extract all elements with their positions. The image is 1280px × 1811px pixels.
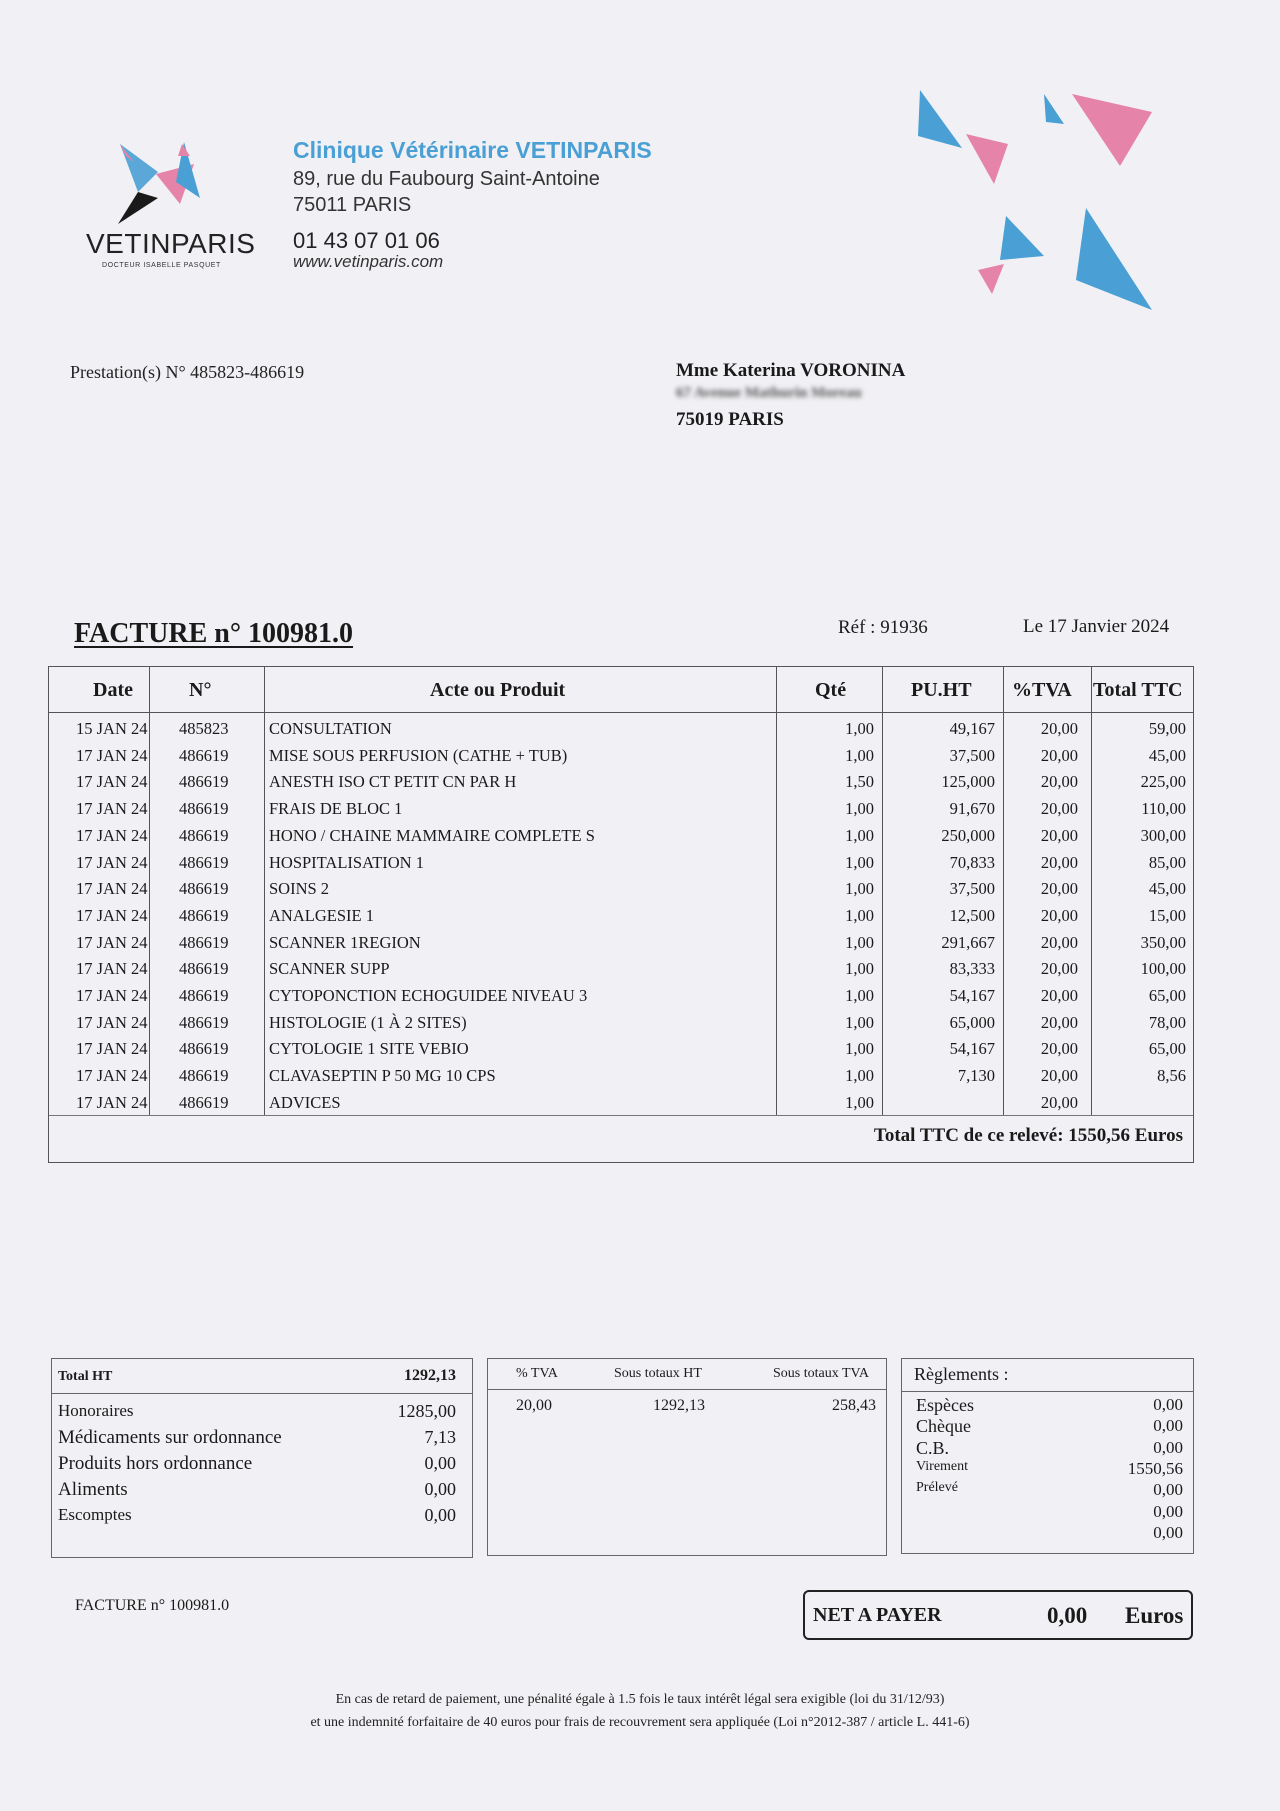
cell-vat: 20,00 — [1040, 1039, 1078, 1059]
cell-vat: 20,00 — [1040, 772, 1078, 792]
cell-product: FRAIS DE BLOC 1 — [269, 799, 403, 819]
cell-number: 486619 — [179, 1039, 229, 1059]
cell-unit-price: 12,500 — [949, 905, 995, 925]
total-ht-label: Total HT — [58, 1369, 113, 1384]
cell-vat: 20,00 — [1040, 852, 1078, 872]
cell-number: 486619 — [179, 1012, 229, 1032]
cell-vat: 20,00 — [1040, 1066, 1078, 1086]
ht-line-value: 1285,00 — [397, 1401, 456, 1421]
table-row — [49, 1036, 1193, 1063]
client-city: 75019 PARIS — [676, 409, 784, 430]
cell-unit-price: 250,000 — [941, 825, 995, 845]
cell-number: 486619 — [179, 1066, 229, 1086]
cell-qty: 1,00 — [845, 1012, 874, 1032]
cell-date: 17 JAN 24 — [76, 825, 148, 845]
cell-qty: 1,00 — [845, 745, 874, 765]
cell-total: 85,00 — [1148, 852, 1186, 872]
cell-number: 486619 — [179, 959, 229, 979]
cell-qty: 1,00 — [845, 959, 874, 979]
cell-unit-price: 7,130 — [957, 1066, 995, 1086]
ht-line-value: 7,13 — [424, 1427, 456, 1447]
cell-date: 17 JAN 24 — [76, 879, 148, 899]
cell-qty: 1,00 — [845, 1092, 874, 1112]
cell-total: 45,00 — [1148, 879, 1186, 899]
cell-vat: 20,00 — [1040, 1092, 1078, 1112]
cell-number: 485823 — [179, 719, 229, 738]
cell-total: 45,00 — [1148, 745, 1186, 765]
cell-product: MISE SOUS PERFUSION (CATHE + TUB) — [269, 745, 568, 765]
cell-product: ANESTH ISO CT PETIT CN PAR H — [269, 772, 517, 792]
cell-total: 300,00 — [1140, 825, 1186, 845]
table-row — [49, 1010, 1193, 1037]
cell-vat: 20,00 — [1040, 879, 1078, 899]
cell-vat: 20,00 — [1040, 905, 1078, 925]
ht-line-value: 0,00 — [424, 1505, 456, 1525]
cell-vat: 20,00 — [1040, 1012, 1078, 1032]
cell-product: ANALGESIE 1 — [269, 905, 374, 925]
prestation-numbers: Prestation(s) N° 485823-486619 — [70, 362, 305, 382]
cell-total: 65,00 — [1148, 986, 1186, 1005]
table-row — [49, 1090, 1193, 1117]
net-to-pay-value: 0,00 — [1047, 1603, 1088, 1628]
header-unit-price: PU.HT — [911, 679, 972, 701]
cell-qty: 1,00 — [845, 852, 874, 872]
table-row — [49, 903, 1193, 930]
cell-date: 17 JAN 24 — [76, 1066, 148, 1086]
cell-product: HISTOLOGIE (1 À 2 SITES) — [269, 1012, 467, 1032]
cell-total: 100,00 — [1140, 959, 1186, 979]
cell-number: 486619 — [179, 986, 229, 1005]
cell-date: 17 JAN 24 — [76, 772, 148, 792]
cell-qty: 1,00 — [845, 932, 874, 952]
table-row — [49, 983, 1193, 1010]
table-row — [49, 796, 1193, 823]
cell-product: SCANNER 1REGION — [269, 932, 421, 952]
cell-qty: 1,00 — [845, 825, 874, 845]
invoice-ref: Réf : 91936 — [838, 617, 928, 638]
cell-date: 17 JAN 24 — [76, 986, 148, 1005]
header-qty: Qté — [815, 679, 847, 701]
cell-product: CYTOLOGIE 1 SITE VEBIO — [269, 1039, 469, 1059]
logo-wordmark: VETINPARIS — [86, 228, 256, 259]
cell-product: SOINS 2 — [269, 879, 330, 899]
payment-line-label: Prélevé — [916, 1480, 958, 1496]
cell-number: 486619 — [179, 799, 229, 819]
ht-subtotal-value: 1292,13 — [653, 1397, 705, 1414]
net-to-pay-label: NET A PAYER — [813, 1604, 942, 1626]
cell-date: 17 JAN 24 — [76, 932, 148, 952]
client-name: Mme Katerina VORONINA — [676, 360, 906, 381]
cell-unit-price: 91,670 — [949, 799, 995, 819]
cell-vat: 20,00 — [1040, 799, 1078, 819]
legal-notice-line-2: et une indemnité forfaitaire de 40 euros pour frais de recouvrement sera appliquée (Loi n°2012-387 / article L. 441-6) — [310, 1715, 970, 1730]
cell-qty: 1,00 — [845, 1066, 874, 1086]
cell-unit-price: 291,667 — [941, 932, 995, 952]
payments-box — [901, 1358, 1194, 1554]
cell-number: 486619 — [179, 772, 229, 792]
footer-invoice-ref: FACTURE n° 100981.0 — [75, 1597, 230, 1614]
table-row — [49, 956, 1193, 983]
ht-line-value: 0,00 — [424, 1479, 456, 1499]
cell-number: 486619 — [179, 745, 229, 765]
cell-qty: 1,50 — [845, 772, 874, 792]
ht-line-label: Médicaments sur ordonnance — [58, 1427, 282, 1448]
cell-number: 486619 — [179, 825, 229, 845]
cell-product: ADVICES — [269, 1092, 341, 1112]
payment-line-label: C.B. — [916, 1437, 950, 1458]
clinic-logo-icon — [118, 142, 226, 224]
cell-date: 17 JAN 24 — [76, 1092, 148, 1112]
cell-vat: 20,00 — [1040, 825, 1078, 845]
cell-date: 17 JAN 24 — [76, 1039, 148, 1059]
cell-number: 486619 — [179, 905, 229, 925]
table-row — [49, 930, 1193, 957]
tva-rate-header: % TVA — [516, 1366, 558, 1381]
header-total: Total TTC — [1093, 679, 1183, 701]
header-product: Acte ou Produit — [430, 679, 566, 701]
table-row — [49, 850, 1193, 877]
header-number: N° — [189, 679, 212, 701]
payment-line-value: 0,00 — [1153, 1522, 1183, 1542]
clinic-name: Clinique Vétérinaire VETINPARIS — [293, 137, 652, 163]
cell-product: CLAVASEPTIN P 50 MG 10 CPS — [269, 1066, 496, 1086]
cell-date: 17 JAN 24 — [76, 745, 148, 765]
payment-line-label: Espèces — [916, 1395, 974, 1415]
cell-number: 486619 — [179, 879, 229, 899]
cell-product: SCANNER SUPP — [269, 959, 390, 979]
payment-line-value: 0,00 — [1153, 1480, 1183, 1500]
cell-number: 486619 — [179, 1092, 229, 1112]
cell-vat: 20,00 — [1040, 745, 1078, 765]
cell-qty: 1,00 — [845, 879, 874, 899]
cell-vat: 20,00 — [1040, 959, 1078, 979]
tva-summary-box — [487, 1358, 887, 1556]
net-to-pay-unit: Euros — [1125, 1603, 1184, 1628]
cell-unit-price: 54,167 — [949, 1039, 995, 1059]
header-vat: %TVA — [1012, 679, 1072, 701]
ht-subtotal-header: Sous totaux HT — [614, 1366, 702, 1381]
decorative-triangles-icon — [900, 80, 1180, 320]
cell-number: 486619 — [179, 852, 229, 872]
cell-total: 59,00 — [1148, 719, 1186, 738]
payment-line-value: 0,00 — [1153, 1501, 1183, 1521]
cell-date: 17 JAN 24 — [76, 1012, 148, 1032]
cell-qty: 1,00 — [845, 905, 874, 925]
cell-product: HONO / CHAINE MAMMAIRE COMPLETE S — [269, 825, 595, 845]
cell-unit-price: 65,000 — [949, 1012, 995, 1032]
cell-vat: 20,00 — [1040, 986, 1078, 1005]
table-total: Total TTC de ce relevé: 1550,56 Euros — [873, 1125, 1183, 1146]
logo-subtitle: DOCTEUR ISABELLE PASQUET — [102, 262, 221, 269]
header-date: Date — [93, 679, 133, 701]
cell-vat: 20,00 — [1040, 932, 1078, 952]
net-to-pay-box — [803, 1590, 1193, 1640]
client-street-redacted: 67 Avenue Mathurin Moreau — [676, 385, 862, 401]
cell-vat: 20,00 — [1040, 719, 1078, 738]
clinic-phone: 01 43 07 01 06 — [293, 228, 440, 253]
tva-subtotal-value: 258,43 — [832, 1397, 876, 1414]
tva-subtotal-header: Sous totaux TVA — [773, 1366, 869, 1381]
table-row — [49, 716, 1193, 743]
payment-line-value: 0,00 — [1153, 1416, 1183, 1436]
ht-line-label: Escomptes — [58, 1505, 132, 1524]
cell-qty: 1,00 — [845, 719, 874, 738]
ht-line-label: Honoraires — [58, 1401, 134, 1420]
cell-number: 486619 — [179, 932, 229, 952]
cell-date: 17 JAN 24 — [76, 799, 148, 819]
summary-ht-box — [51, 1358, 473, 1558]
legal-notice-line-1: En cas de retard de paiement, une pénalité égale à 1.5 fois le taux intérêt légal sera exigible (loi du 31/12/93) — [335, 1692, 945, 1707]
table-row — [49, 823, 1193, 850]
ht-line-value: 0,00 — [424, 1453, 456, 1473]
payment-line-value: 0,00 — [1153, 1437, 1183, 1457]
cell-unit-price: 54,167 — [949, 986, 995, 1005]
clinic-website[interactable]: www.vetinparis.com — [293, 252, 444, 271]
cell-date: 17 JAN 24 — [76, 852, 148, 872]
clinic-street: 89, rue du Faubourg Saint-Antoine — [293, 168, 600, 190]
cell-unit-price: 125,000 — [941, 772, 995, 792]
cell-total: 110,00 — [1141, 799, 1186, 819]
cell-product: CYTOPONCTION ECHOGUIDEE NIVEAU 3 — [269, 986, 588, 1005]
invoice-table — [48, 666, 1194, 1163]
table-row — [49, 876, 1193, 903]
cell-product: CONSULTATION — [269, 719, 392, 738]
cell-total: 65,00 — [1148, 1039, 1186, 1059]
cell-date: 15 JAN 24 — [76, 719, 148, 738]
payment-line-value: 1550,56 — [1127, 1458, 1183, 1478]
cell-qty: 1,00 — [845, 986, 874, 1005]
clinic-city: 75011 PARIS — [293, 194, 412, 216]
table-header — [49, 667, 1193, 713]
table-row — [49, 1063, 1193, 1090]
total-ht-value: 1292,13 — [404, 1367, 456, 1384]
cell-unit-price: 83,333 — [949, 959, 995, 979]
cell-qty: 1,00 — [845, 799, 874, 819]
cell-unit-price: 37,500 — [949, 879, 995, 899]
cell-qty: 1,00 — [845, 1039, 874, 1059]
payment-line-label: Virement — [916, 1458, 969, 1474]
invoice-title: FACTURE n° 100981.0 — [74, 618, 354, 649]
cell-unit-price: 70,833 — [949, 852, 995, 872]
payments-title: Règlements : — [914, 1364, 1009, 1384]
cell-total: 8,56 — [1157, 1066, 1186, 1086]
cell-total: 225,00 — [1140, 772, 1186, 792]
ht-line-label: Produits hors ordonnance — [58, 1453, 253, 1474]
payment-line-value: 0,00 — [1153, 1395, 1183, 1414]
cell-date: 17 JAN 24 — [76, 905, 148, 925]
cell-unit-price: 37,500 — [949, 745, 995, 765]
cell-total: 350,00 — [1140, 932, 1186, 952]
invoice-date: Le 17 Janvier 2024 — [1023, 616, 1170, 637]
table-row — [49, 769, 1193, 796]
cell-product: HOSPITALISATION 1 — [269, 852, 424, 872]
table-row — [49, 743, 1193, 770]
cell-date: 17 JAN 24 — [76, 959, 148, 979]
cell-unit-price: 49,167 — [949, 719, 995, 738]
cell-total: 78,00 — [1148, 1012, 1186, 1032]
ht-line-label: Aliments — [58, 1479, 128, 1500]
cell-total: 15,00 — [1148, 905, 1186, 925]
tva-rate-value: 20,00 — [516, 1397, 552, 1414]
payment-line-label: Chèque — [916, 1416, 971, 1437]
